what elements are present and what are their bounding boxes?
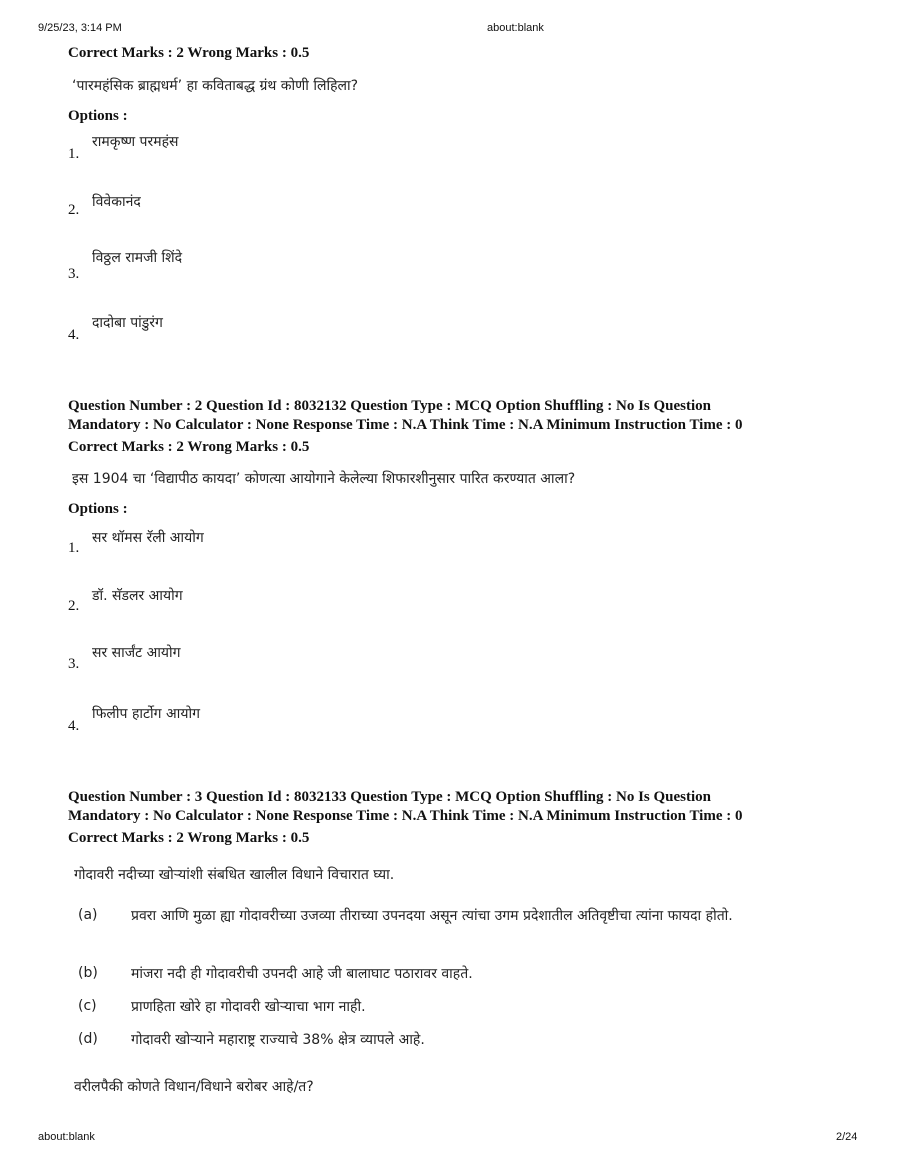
q3-statement-b-label: (b) (78, 965, 98, 981)
q2-option-4-number: 4. (68, 718, 80, 734)
print-page-number: 2/24 (836, 1131, 858, 1143)
q2-marks: Correct Marks : 2 Wrong Marks : 0.5 (68, 439, 310, 455)
q1-option-3-number: 3. (68, 266, 80, 282)
q1-option-4-text: दादोबा पांडुरंग (92, 315, 163, 331)
print-footer-url: about:blank (38, 1131, 95, 1143)
q3-info-line-2: Mandatory : No Calculator : None Response Time : N.A Think Time : N.A Minimum Instruction Time : 0 (68, 808, 743, 824)
q1-options-label: Options : (68, 108, 128, 124)
q3-marks: Correct Marks : 2 Wrong Marks : 0.5 (68, 830, 310, 846)
q2-option-4-text: फिलीप हार्टोग आयोग (92, 706, 200, 722)
q2-options-label: Options : (68, 501, 128, 517)
q2-option-1-text: सर थॉमस रॅली आयोग (92, 530, 204, 546)
q3-statement-b-text: मांजरा नदी ही गोदावरीची उपनदी आहे जी बालाघाट पठारावर वाहते. (131, 966, 473, 982)
q2-option-2-number: 2. (68, 598, 80, 614)
q2-option-3-number: 3. (68, 656, 80, 672)
q1-option-2-number: 2. (68, 202, 80, 218)
q3-info-line-1: Question Number : 3 Question Id : 8032133 Question Type : MCQ Option Shuffling : No Is Question (68, 789, 712, 805)
q2-question-text: इस 1904 चा ‘विद्यापीठ कायदा’ कोणत्या आयोगाने केलेल्या शिफारशीनुसार पारित करण्यात आला? (72, 471, 576, 487)
q3-statement-a-text: प्रवरा आणि मुळा ह्या गोदावरीच्या उजव्या तीराच्या उपनदया असून त्यांचा उगम प्रदेशातील अतिवृष्टीचा त्यांना फायदा होतो. (131, 908, 733, 924)
q1-option-1-text: रामकृष्ण परमहंस (92, 134, 179, 150)
print-title: about:blank (487, 22, 544, 34)
q2-info-line-2: Mandatory : No Calculator : None Response Time : N.A Think Time : N.A Minimum Instruction Time : 0 (68, 417, 743, 433)
print-datetime: 9/25/23, 3:14 PM (38, 22, 122, 34)
q3-closing-text: वरीलपैकी कोणते विधान/विधाने बरोबर आहे/त? (74, 1079, 314, 1095)
q3-intro-text: गोदावरी नदीच्या खोऱ्यांशी संबधित खालील विधाने विचारात घ्या. (74, 867, 395, 883)
q1-option-1-number: 1. (68, 146, 80, 162)
q1-question-text: ‘पारमहंसिक ब्राह्मधर्म’ हा कविताबद्ध ग्रंथ कोणी लिहिला? (72, 78, 359, 94)
q3-statement-c-label: (c) (78, 998, 97, 1014)
q1-option-3-text: विठ्ठल रामजी शिंदे (92, 250, 183, 266)
q3-statement-a-label: (a) (78, 907, 98, 923)
q2-option-2-text: डॉ. सॅडलर आयोग (92, 588, 183, 604)
q3-statement-c-text: प्राणहिता खोरे हा गोदावरी खोऱ्याचा भाग नाही. (131, 999, 366, 1015)
q2-option-3-text: सर सार्जंट आयोग (92, 645, 181, 661)
q3-statement-d-label: (d) (78, 1031, 98, 1047)
q3-statement-d-text: गोदावरी खोऱ्याने महाराष्ट्र राज्याचे 38% क्षेत्र व्यापले आहे. (131, 1032, 425, 1048)
q2-option-1-number: 1. (68, 540, 80, 556)
q1-marks: Correct Marks : 2 Wrong Marks : 0.5 (68, 45, 310, 61)
q2-info-line-1: Question Number : 2 Question Id : 8032132 Question Type : MCQ Option Shuffling : No Is Question (68, 398, 712, 414)
q1-option-2-text: विवेकानंद (92, 194, 141, 210)
q1-option-4-number: 4. (68, 327, 80, 343)
